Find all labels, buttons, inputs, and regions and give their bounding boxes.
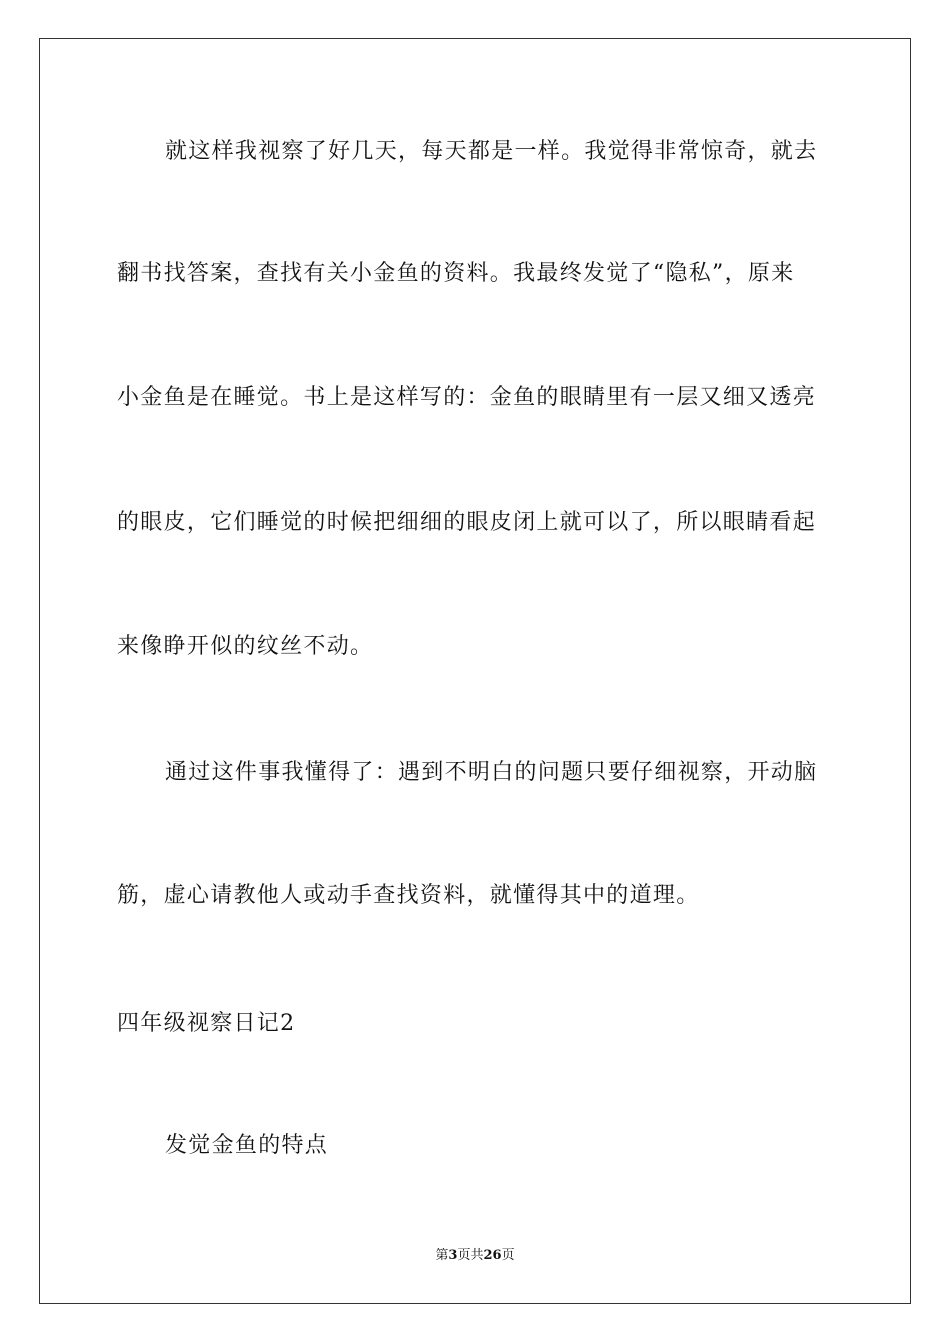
paragraph-line-6: 通过这件事我懂得了：遇到不明白的问题只要仔细视察，开动脑 [165, 760, 818, 785]
paragraph-line-3: 小金鱼是在睡觉。书上是这样写的：金鱼的眼睛里有一层又细又透亮 [117, 385, 817, 410]
page-frame [39, 38, 911, 1304]
section-heading: 四年级视察日记2 [117, 1011, 296, 1036]
paragraph-line-1: 就这样我视察了好几天，每天都是一样。我觉得非常惊奇，就去 [165, 139, 818, 164]
paragraph-line-7: 筋，虚心请教他人或动手查找资料，就懂得其中的道理。 [117, 883, 700, 908]
footer-page-suffix: 页 [457, 1248, 471, 1263]
footer-total-pages: 26 [483, 1248, 502, 1263]
footer-page-number: 3 [448, 1248, 458, 1263]
paragraph-line-2: 翻书找答案，查找有关小金鱼的资料。我最终发觉了“隐私”，原来 [117, 261, 795, 286]
footer-total-prefix: 共 [470, 1248, 484, 1263]
page-footer [0, 1247, 950, 1265]
footer-total-suffix: 页 [501, 1248, 515, 1263]
footer-page-prefix: 第 [435, 1248, 449, 1263]
subtitle-line: 发觉金鱼的特点 [165, 1133, 329, 1158]
paragraph-line-4: 的眼皮，它们睡觉的时候把细细的眼皮闭上就可以了，所以眼睛看起 [117, 510, 817, 535]
paragraph-line-5: 来像睁开似的纹丝不动。 [117, 634, 374, 659]
